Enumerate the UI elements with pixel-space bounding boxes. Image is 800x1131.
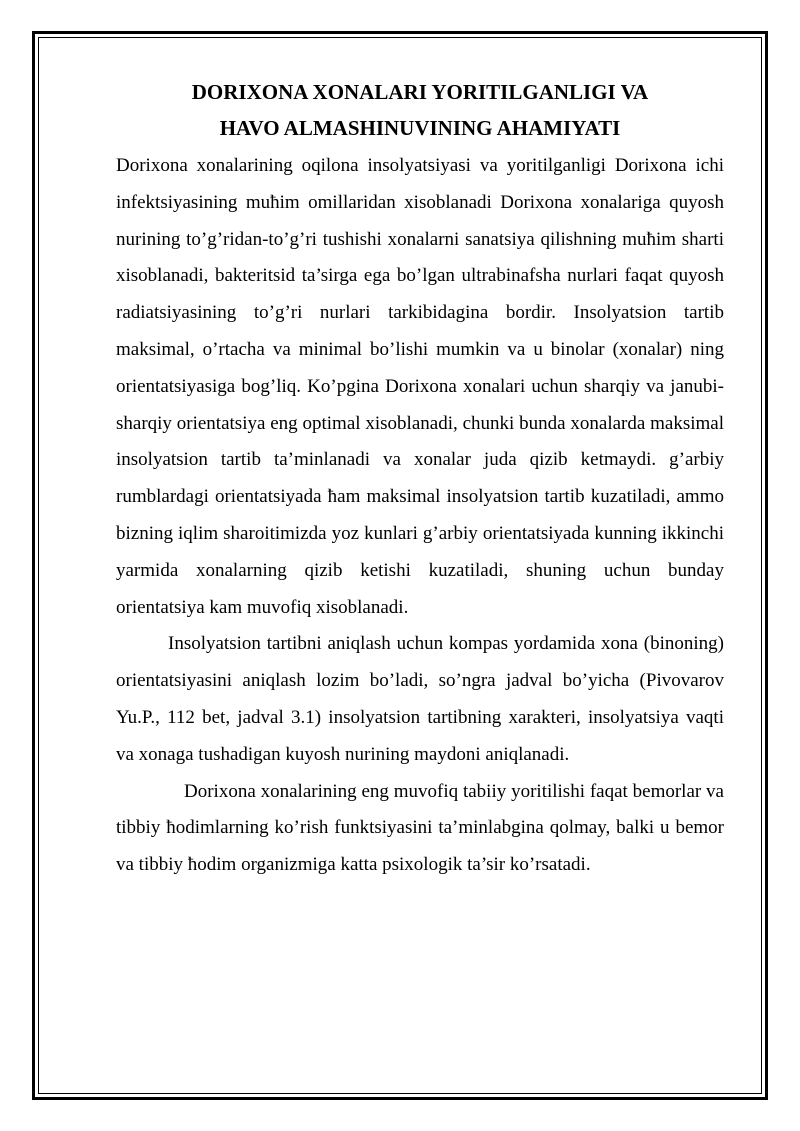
paragraph-1: Dorixona xonalarining oqilona insolyatsiyasi va yoritilganligi Dorixona ichi infektsiyasining muħim omillaridan xisoblanadi Dorixona xonalariga quyosh nurining to’g’ridan-to’g’ri tushishi xonalarni sanatsiya qilishning muħim sharti xisoblanadi, bakteritsid ta’sirga ega bo’lgan ultrabinafsha nurlari faqat quyosh radiatsiyasining to’g’ri nurlari tarkibidagina bordir. Insolyatsion tartib maksimal, o’rtacha va minimal bo’lishi mumkin va u binolar (xonalar) ning orientatsiyasiga bog’liq. Ko’pgina Dorixona xonalari uchun sharqiy va janubi-sharqiy orientatsiya eng optimal xisoblanadi, chunki bunda xonalarda maksimal insolyatsion tartib ta’minlanadi va xonalar juda qizib ketmaydi. g’arbiy rumblardagi orientatsiyada ħam maksimal insolyatsion tartib kuzatiladi, ammo bizning iqlim sharoitimizda yoz kunlari g’arbiy orientatsiyada kunning ikkinchi yarmida xonalarning qizib ketishi kuzatiladi, shuning uchun bunday orientatsiya kam muvofiq xisoblanadi. [116, 155, 724, 618]
title-line-2: HAVO ALMASHINUVINING AHAMIYATI [219, 116, 621, 140]
paragraph-2: Insolyatsion tartibni aniqlash uchun kompas yordamida xona (binoning) orientatsiyasini aniqlash lozim bo’ladi, so’ngra jadval bo’yicha (Pivovarov Yu.P., 112 bet, jadval 3.1) insolyatsion tartibning xarakteri, insolyatsiya vaqti va xonaga tushadigan kuyosh nurining maydoni aniqlanadi. [116, 633, 724, 765]
title-line-1: DORIXONA XONALARI YORITILGANLIGI VA [191, 80, 649, 104]
paragraph-3: Dorixona xonalarining eng muvofiq tabiiy yoritilishi faqat bemorlar va tibbiy ħodimlarning ko’rish funktsiyasini ta’minlabgina qolmay, balki u bemor va tibbiy ħodim organizmiga katta psixologik ta’sir ko’rsatadi. [116, 780, 724, 876]
document-title [116, 74, 724, 146]
document-page [116, 74, 724, 884]
